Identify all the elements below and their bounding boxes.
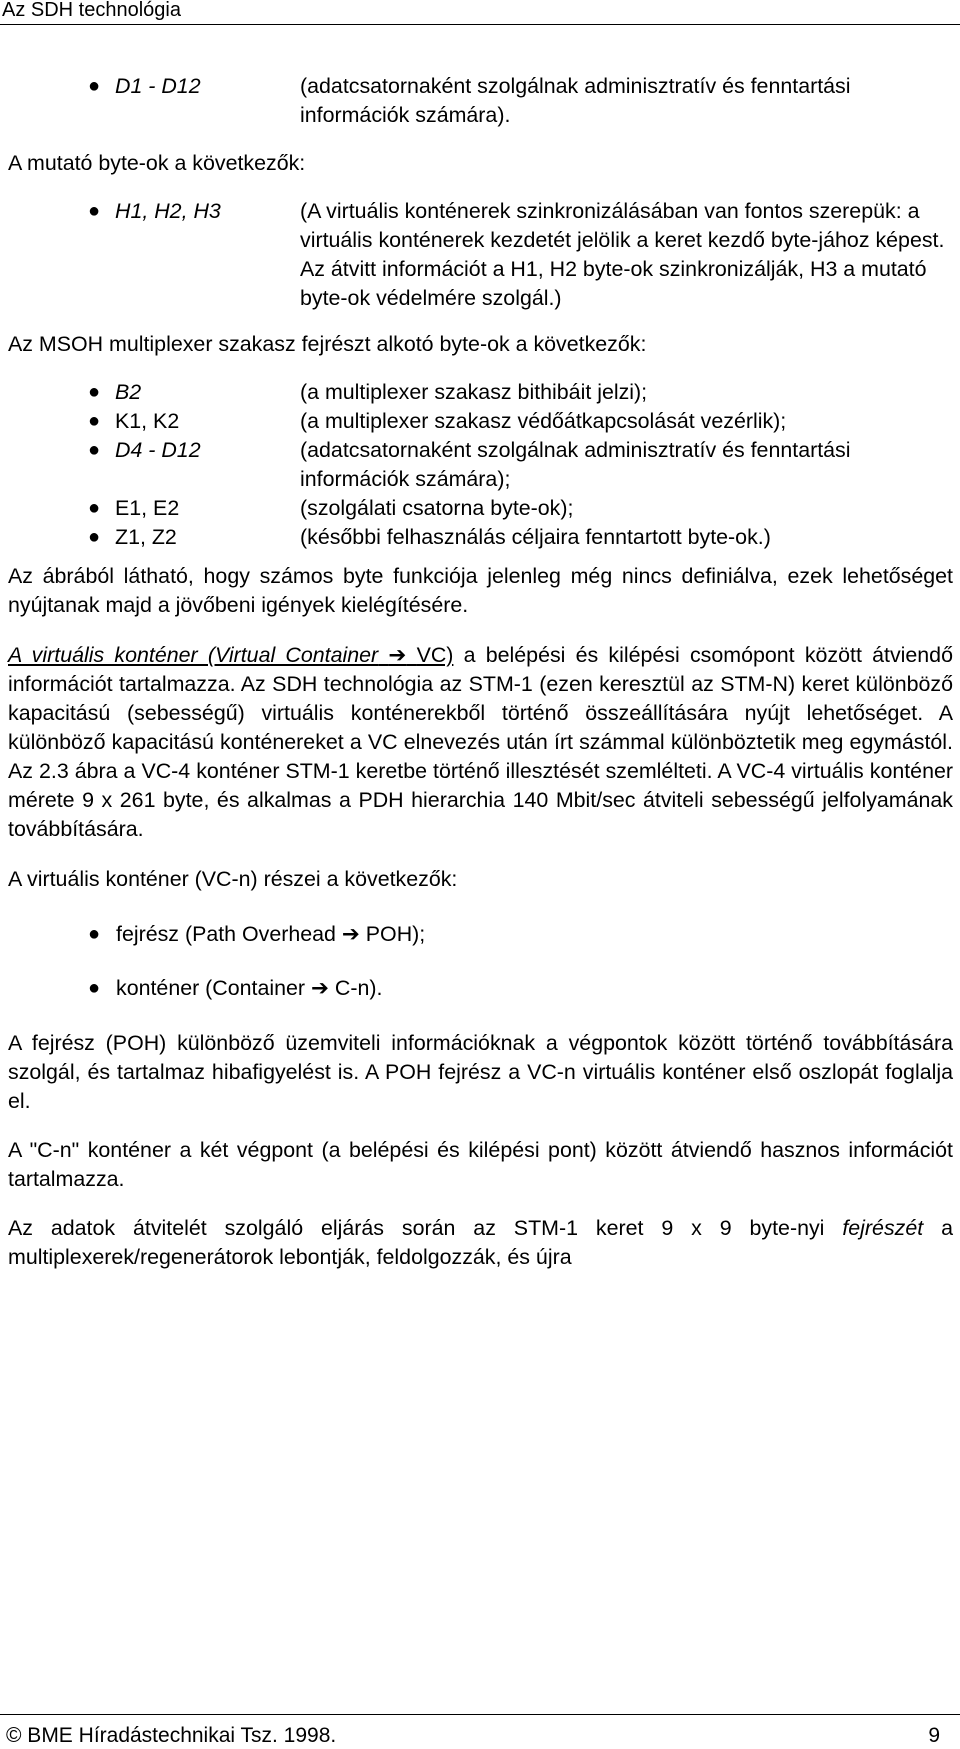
arrow-icon: ➔ bbox=[388, 643, 407, 667]
list-text-a: fejrész (Path Overhead bbox=[116, 922, 342, 946]
vc-definition bbox=[8, 643, 453, 667]
vc-term: A virtuális konténer (Virtual Container bbox=[8, 643, 379, 667]
footer-copyright: © BME Híradástechnikai Tsz. 1998. bbox=[6, 1724, 337, 1747]
arrow-icon: ➔ bbox=[341, 922, 360, 946]
list-desc: (adatcsatornaként szolgálnak adminisztratív és fenntartási információk számára); bbox=[300, 438, 851, 491]
list-item bbox=[8, 974, 953, 1003]
bullet-icon: ● bbox=[88, 526, 101, 548]
arrow-icon: ➔ bbox=[311, 976, 329, 1000]
vc-abbr: VC) bbox=[416, 643, 454, 667]
list-term: D1 - D12 bbox=[115, 74, 201, 98]
paragraph-figure: Az ábrából látható, hogy számos byte funkciója jelenleg még nincs definiálva, ezek lehetőséget nyújtanak majd a jövőbeni igények kielégítésére. bbox=[8, 564, 953, 617]
list-text-b: C-n). bbox=[328, 976, 383, 1000]
list-term: H1, H2, H3 bbox=[115, 199, 221, 223]
list-term: E1, E2 bbox=[115, 496, 180, 520]
bullet-icon: ● bbox=[88, 75, 101, 97]
vc-text: a belépési és kilépési csomópont között átviendő információt tartalmazza. Az SDH technológia az STM-1 (ezen keresztül az STM-N) keret különböző kapacitású (sebességű) virtuális konténerekből történő összeállítására nyújt lehetőséget. A különböző kapacitású konténereket a VC elnevezés után írt számmal különböztetik meg egymástól. Az 2.3 ábra a VC-4 konténer STM-1 keretbe történő illesztését szemlélteti. A VC-4 virtuális konténer mérete 9 x 261 byte, és alkalmas a PDH hierarchia 140 Mbit/sec átviteli sebességű jelfolyamának továbbítására. bbox=[8, 643, 953, 841]
list-item bbox=[8, 197, 953, 313]
paragraph-pointer-intro: A mutató byte-ok a következők: bbox=[8, 151, 306, 175]
bullet-icon: ● bbox=[88, 381, 101, 403]
header-rule bbox=[0, 24, 960, 25]
list-item bbox=[8, 72, 953, 130]
paragraph-last bbox=[8, 1214, 953, 1272]
list-desc: (későbbi felhasználás céljaira fenntartott byte-ok.) bbox=[300, 525, 771, 549]
list-desc: (a multiplexer szakasz védőátkapcsolását vezérlik); bbox=[300, 409, 787, 433]
list-term: D4 - D12 bbox=[115, 438, 201, 462]
list-item bbox=[8, 378, 953, 407]
bullet-icon: ● bbox=[88, 200, 101, 222]
list-item bbox=[8, 407, 953, 436]
list-desc: (a multiplexer szakasz bithibáit jelzi); bbox=[300, 380, 648, 404]
list-item bbox=[8, 920, 953, 949]
list-item bbox=[8, 523, 953, 552]
list-term: B2 bbox=[115, 380, 142, 404]
page-number: 9 bbox=[928, 1724, 940, 1747]
paragraph-msoh-intro: Az MSOH multiplexer szakasz fejrészt alkotó byte-ok a következők: bbox=[8, 332, 647, 356]
list-text-b: POH); bbox=[359, 922, 426, 946]
bullet-icon: ● bbox=[88, 497, 101, 519]
list-text-a: konténer (Container bbox=[116, 976, 312, 1000]
vc-parts-list bbox=[8, 920, 953, 1003]
list-item bbox=[8, 436, 953, 494]
list-term: K1, K2 bbox=[115, 409, 180, 433]
document-body bbox=[8, 72, 953, 1272]
footer-rule bbox=[0, 1714, 960, 1715]
paragraph-virtual-container bbox=[8, 641, 953, 844]
msoh-byte-list bbox=[8, 378, 953, 552]
last-text-italic: fejrészét bbox=[842, 1216, 924, 1240]
paragraph-poh: A fejrész (POH) különböző üzemviteli információknak a végpontok között történő továbbítására szolgál, és tartalmaz hibafigyelést is. A POH fejrész a VC-n virtuális konténer első oszlopát foglalja el. bbox=[8, 1031, 953, 1113]
list-desc: (A virtuális konténerek szinkronizálásában van fontos szerepük: a virtuális konténerek kezdetét jelölik a keret kezdő byte-jához képest. Az átvitt információt a H1, H2 byte-ok szinkronizálják, H3 a mutató byte-ok védelmére szolgál.) bbox=[300, 199, 945, 310]
bullet-icon: ● bbox=[88, 977, 101, 999]
list-desc: (adatcsatornaként szolgálnak adminisztratív és fenntartási információk számára). bbox=[300, 74, 851, 127]
list-item bbox=[8, 494, 953, 523]
list-term: Z1, Z2 bbox=[115, 525, 177, 549]
page-header bbox=[0, 0, 960, 22]
bullet-icon: ● bbox=[88, 439, 101, 461]
last-text-b: a multiplexerek/regenerátorok lebontják, feldolgozzák, és újra bbox=[8, 1216, 953, 1269]
paragraph-vc-parts-intro: A virtuális konténer (VC-n) részei a következők: bbox=[8, 867, 458, 891]
last-text-a: Az adatok átvitelét szolgáló eljárás során az STM-1 keret 9 x 9 byte-nyi bbox=[8, 1216, 825, 1240]
paragraph-cn: A "C-n" konténer a két végpont (a belépési és kilépési pont) között átviendő hasznos információt tartalmazza. bbox=[8, 1138, 953, 1191]
bullet-icon: ● bbox=[88, 923, 101, 945]
header-title: Az SDH technológia bbox=[2, 0, 181, 21]
bullet-icon: ● bbox=[88, 410, 101, 432]
list-desc: (szolgálati csatorna byte-ok); bbox=[300, 496, 574, 520]
